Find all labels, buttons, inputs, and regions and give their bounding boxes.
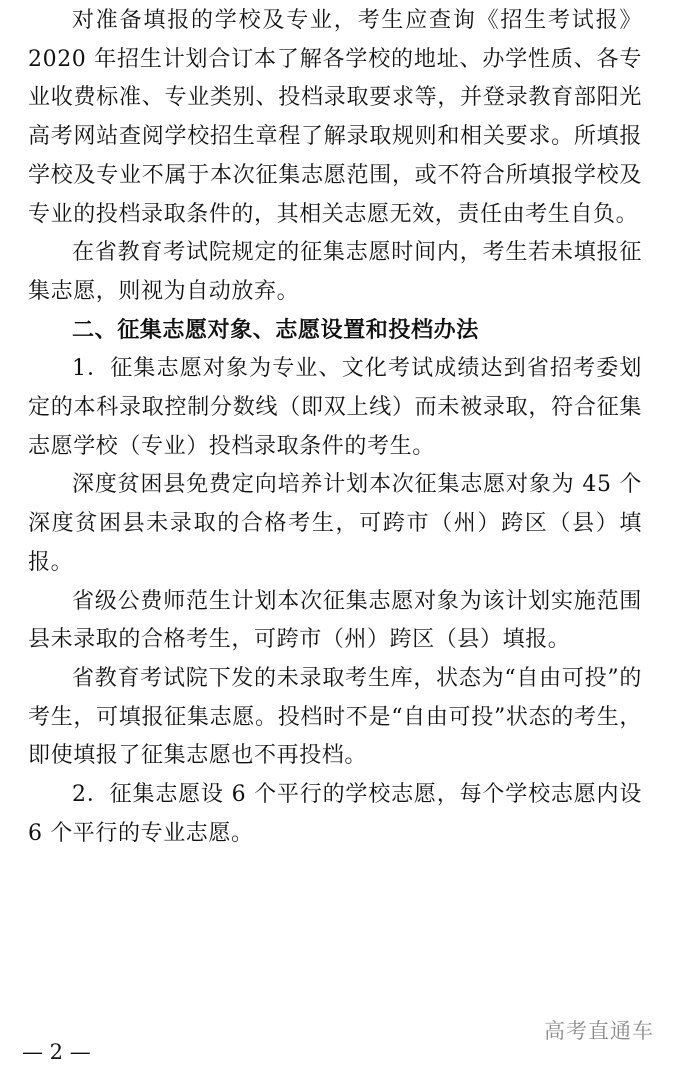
paragraph-poverty-county-plan: 深度贫困县免费定向培养计划本次征集志愿对象为 45 个深度贫困县未录取的合格考生，可跨市（州）跨区（县）填报。 — [28, 472, 642, 575]
watermark-text: 高考直通车 — [544, 1019, 654, 1043]
page-number: — 2 — — [22, 1040, 91, 1064]
paragraph-volunteer-settings: 2．征集志愿设 6 个平行的学校志愿，每个学校志愿内设 6 个平行的专业志愿。 — [28, 782, 642, 846]
paragraph-normal-student-plan: 省级公费师范生计划本次征集志愿对象为该计划实施范围县未录取的合格考生，可跨市（州）跨区（县）填报。 — [28, 588, 642, 653]
section-heading: 二、征集志愿对象、志愿设置和投档办法 — [72, 317, 479, 343]
document-page — [28, 2, 642, 853]
paragraph-candidate-pool: 省教育考试院下发的未录取考生库，状态为“自由可投”的考生，可填报征集志愿。投档时不是“自由可投”状态的考生，即使填报了征集志愿也不再投档。 — [28, 665, 642, 769]
paragraph-abandon-notice: 在省教育考试院规定的征集志愿时间内，考生若未填报征集志愿，则视为自动放弃。 — [28, 240, 642, 304]
paragraph-school-info: 对准备填报的学校及专业，考生应查询《招生考试报》2020 年招生计划合订本了解各学校的地址、办学性质、各专业收费标准、专业类别、投档录取要求等，并登录教育部阳光高考网站查阅学校招生章程了解录取规则和相关要求。所填报学校及专业不属于本次征集志愿范围，或不符合所填报学校及专业的投档录取条件的，其相关志愿无效，责任由考生自负。 — [28, 8, 642, 227]
paragraph-target-candidates: 1．征集志愿对象为专业、文化考试成绩达到省招考委划定的本科录取控制分数线（即双上线）而未被录取，符合征集志愿学校（专业）投档录取条件的考生。 — [28, 356, 642, 459]
